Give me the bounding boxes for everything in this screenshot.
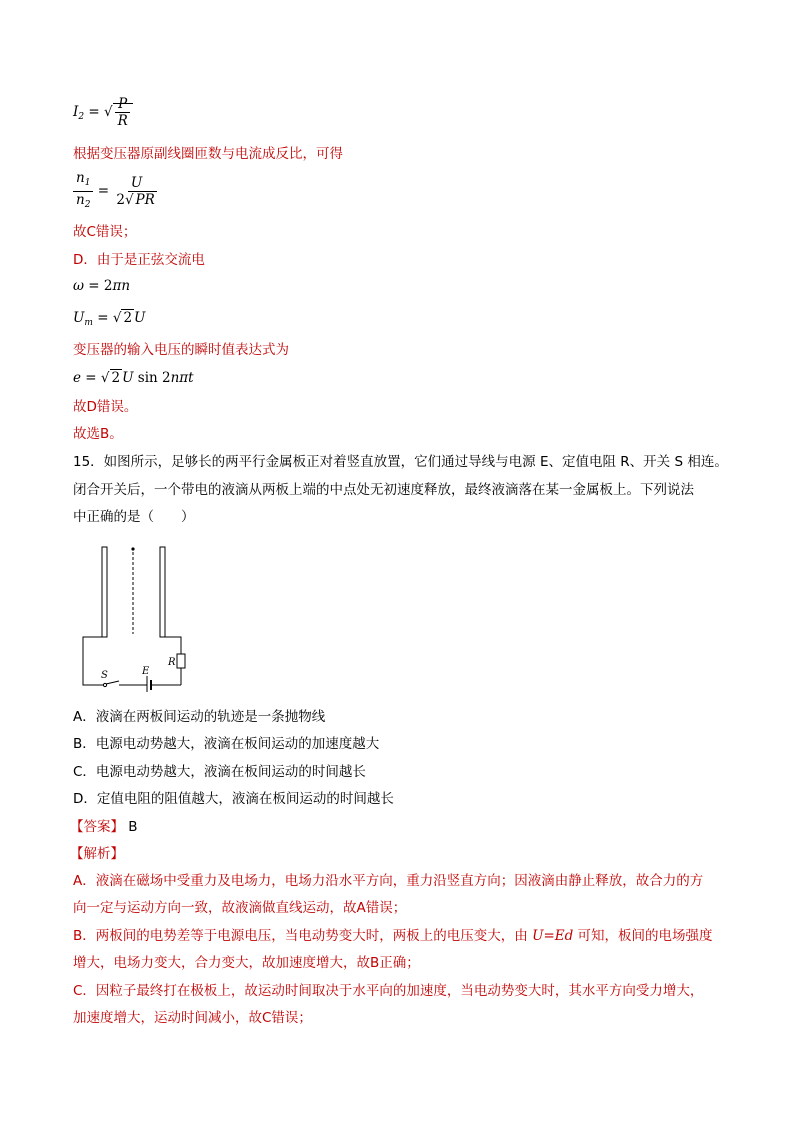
option-d: D．定值电阻的阻值越大，液滴在板间运动的时间越长 bbox=[73, 791, 394, 807]
resistor-icon bbox=[177, 654, 185, 668]
right-plate bbox=[160, 547, 165, 637]
choose-b: 故选B。 bbox=[73, 426, 123, 442]
label-e: E bbox=[142, 666, 150, 677]
option-a: A．液滴在两板间运动的轨迹是一条抛物线 bbox=[73, 709, 326, 725]
input-voltage-text: 变压器的输入电压的瞬时值表达式为 bbox=[73, 342, 289, 358]
question-line-1: 15．如图所示，足够长的两平行金属板正对着竖直放置，它们通过导线与电源 E、定值电阻 R、开关 S 相连。 bbox=[73, 454, 728, 470]
d-wrong: 故D错误。 bbox=[73, 399, 138, 415]
formula-turns-ratio: $\frac{n_1}{n_2}$ = $\frac{U}{2√ PR}$ bbox=[73, 170, 160, 213]
formula-u-ed: U=Ed bbox=[532, 928, 574, 944]
analysis-b-1 bbox=[73, 926, 713, 946]
analysis-b-1-post: 可知，板间的电场强度 bbox=[573, 928, 713, 944]
analysis-b-2: 增大，电场力变大，合力变大，故加速度增大，故B正确； bbox=[73, 955, 420, 971]
option-c: C．电源电动势越大，液滴在板间运动的时间越长 bbox=[73, 764, 366, 780]
left-plate bbox=[102, 547, 107, 637]
analysis-label: 【解析】 bbox=[70, 846, 124, 862]
formula-i2: $I_2$ = √ $\frac{P}{R}$ bbox=[73, 96, 133, 129]
answer-line bbox=[70, 817, 138, 837]
answer-label: 【答案】 bbox=[70, 819, 124, 835]
label-r: R bbox=[168, 657, 176, 668]
analysis-b-1-pre: B．两板间的电势差等于电源电压，当电动势变大时，两板上的电压变大，由 bbox=[73, 928, 533, 944]
text-ratio: 根据变压器原副线圈匝数与电流成反比，可得 bbox=[73, 146, 343, 162]
option-b: B．电源电动势越大，液滴在板间运动的加速度越大 bbox=[73, 736, 380, 752]
formula-um: $U_m$ = √ 2 U bbox=[73, 310, 146, 328]
analysis-c-1: C．因粒子最终打在极板上，故运动时间取决于水平向的加速度，当电动势变大时，其水平方向受力增大， bbox=[73, 983, 704, 999]
label-s: S bbox=[101, 670, 108, 681]
analysis-c-2: 加速度增大，运动时间减小，故C错误； bbox=[73, 1010, 312, 1026]
left-wire bbox=[83, 637, 103, 685]
right-wire bbox=[165, 637, 181, 654]
formula-e: e = √ 2 U sin 2nπt bbox=[73, 370, 194, 386]
question-line-3: 中正确的是（ ） bbox=[73, 509, 195, 525]
circuit-diagram bbox=[75, 542, 205, 692]
analysis-a-1: A．液滴在磁场中受重力及电场力，电场力沿水平方向，重力沿竖直方向；因液滴由静止释放，故合力的方 bbox=[73, 873, 704, 889]
question-line-2: 闭合开关后，一个带电的液滴从两板上端的中点处无初速度释放，最终液滴落在某一金属板上。下列说法 bbox=[73, 482, 694, 498]
d-label: D．由于是正弦交流电 bbox=[73, 252, 205, 268]
formula-omega: ω = 2πn bbox=[73, 278, 131, 294]
c-wrong: 故C错误； bbox=[73, 224, 137, 240]
answer-value: B bbox=[128, 819, 138, 835]
switch-icon bbox=[106, 681, 119, 684]
analysis-a-2: 向一定与运动方向一致，故液滴做直线运动，故A错误； bbox=[73, 900, 407, 916]
droplet-icon bbox=[131, 547, 134, 550]
